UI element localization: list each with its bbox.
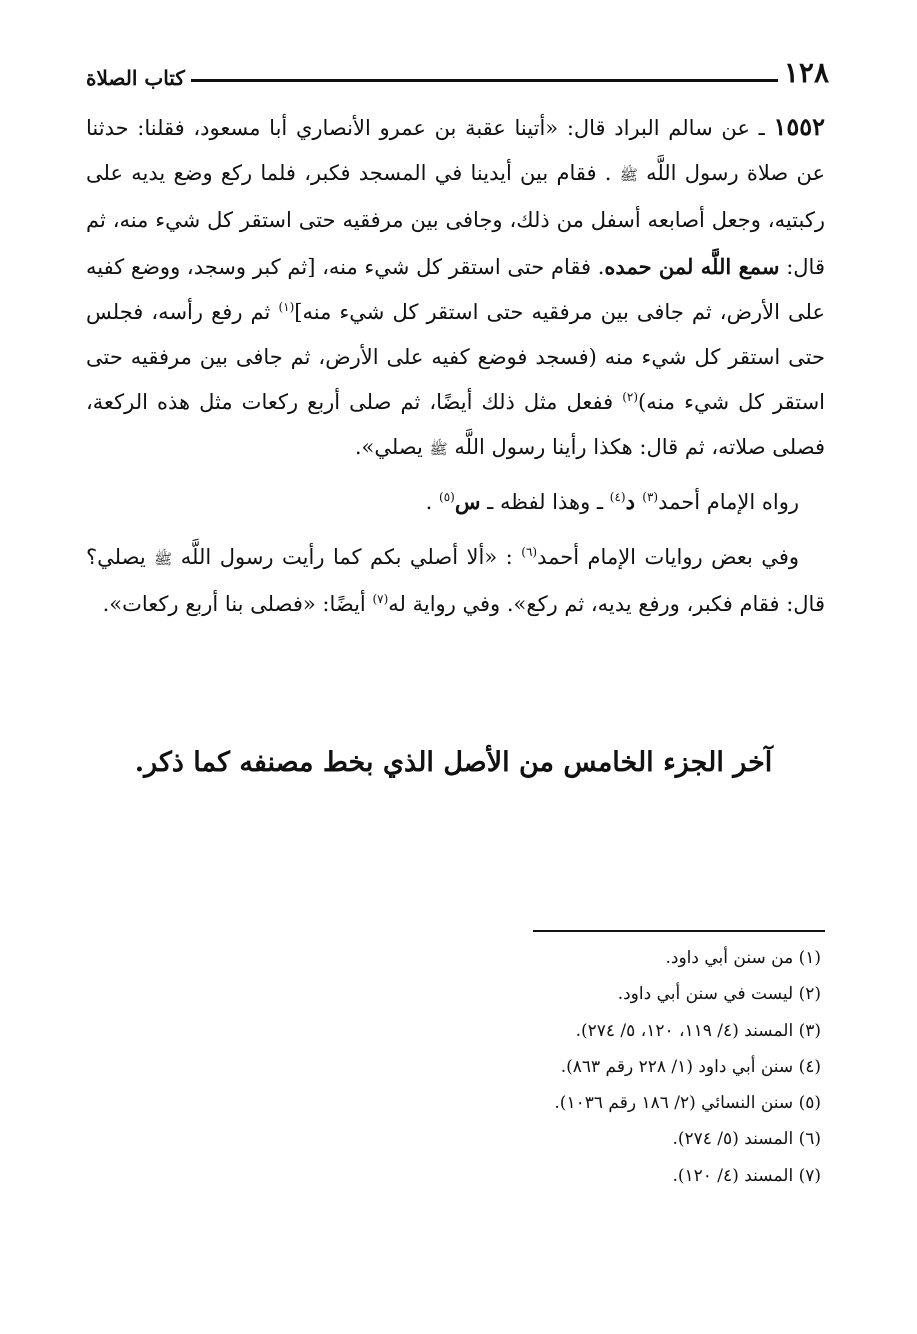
- text-segment: . فقام حتى استقر كل شيء منه، [ثم كبر وسجد، ووضع كفيه على الأرض، ثم جافى بين مرفقيه حتى استقر كل شيء منه]: [86, 254, 825, 324]
- variant-paragraph: [86, 535, 825, 627]
- text-segment: : «ألا أصلي بكم كما رأيت رسول اللَّه: [180, 544, 522, 569]
- bold-phrase: سمع اللَّه لمن حمده: [604, 253, 780, 279]
- footnote-ref-7[interactable]: (٧): [372, 592, 389, 607]
- footnote-1: (١) من سنن أبي داود.: [665, 948, 821, 968]
- footnotes: [341, 940, 821, 1194]
- footnote-5: (٥) سنن النسائي (٢/ ١٨٦ رقم ١٠٣٦).: [554, 1093, 821, 1114]
- page-header: [86, 52, 829, 92]
- text-segment: يصلي؟ قال: فقام فكبر، ورفع يديه، ثم ركع». وفي رواية له: [86, 544, 825, 617]
- text-segment: ثم رفع رأسه، فجلس حتى استقر كل شيء منه (فسجد فوضع كفيه على الأرض، ثم جافى بين مرفقيه حتى استقر كل شيء منه): [86, 299, 826, 415]
- text-segment: رواه الإمام أحمد: [658, 489, 799, 514]
- source-abbrev-s: س: [454, 488, 481, 514]
- footnote-2: (٢) ليست في سنن أبي داود.: [617, 984, 821, 1005]
- footnote-ref-1[interactable]: (١): [278, 299, 295, 314]
- main-text: [86, 104, 825, 627]
- pbuh-symbol: ﷺ: [619, 166, 638, 185]
- text-segment: يصلي».: [354, 435, 430, 460]
- footnote-ref-3[interactable]: (٣): [642, 489, 659, 504]
- text-segment: وفي بعض روايات الإمام أحمد: [537, 544, 799, 569]
- pbuh-symbol: ﷺ: [429, 440, 448, 459]
- header-rule: [191, 79, 778, 82]
- text-segment: عن سالم البراد قال: «أتينا عقبة بن عمرو الأنصاري أبا مسعود، فقلنا: حدثنا عن صلاة رسول اللَّه: [86, 116, 825, 186]
- text-segment: ـ وهذا لفظه ـ: [480, 489, 610, 514]
- footnote-6: (٦) المسند (٥/ ٢٧٤).: [672, 1129, 821, 1150]
- narration-paragraph: [86, 479, 825, 525]
- hadith-paragraph: [86, 104, 825, 473]
- footnote-3: (٣) المسند (٤/ ١١٩، ١٢٠، ٥/ ٢٧٤).: [575, 1020, 821, 1041]
- pbuh-symbol: ﷺ: [154, 549, 173, 568]
- footnote-ref-6[interactable]: (٦): [521, 544, 538, 559]
- page-number: ١٢٨: [783, 55, 829, 89]
- text-segment: . فقام بين أيدينا في المسجد فكبر، فلما ركع وضع يديه على ركبتيه، وجعل أصابعه أسفل من ذلك، وجافى بين مرفقيه حتى استقر كل شيء منه، ثم قال:: [86, 161, 825, 279]
- closing-note: آخر الجزء الخامس من الأصل الذي بخط مصنفه كما ذكر.: [134, 747, 773, 778]
- text-segment: ففعل مثل ذلك أيضًا، ثم صلى أربع ركعات مثل هذه الركعة، فصلى صلاته، ثم قال: هكذا رأينا رسول اللَّه: [86, 390, 825, 460]
- book-title: كتاب الصلاة: [86, 66, 185, 90]
- text-segment: .: [425, 489, 440, 514]
- footnote-separator: [533, 930, 825, 932]
- hadith-dash: ـ: [749, 116, 774, 140]
- hadith-number: ١٥٥٢: [773, 112, 825, 141]
- footnote-7: (٧) المسند (٤/ ١٢٠).: [672, 1165, 821, 1186]
- footnote-ref-4[interactable]: (٤): [609, 489, 626, 504]
- footnote-ref-5[interactable]: (٥): [439, 489, 455, 504]
- source-abbrev-d: د: [625, 488, 643, 514]
- text-segment: أيضًا: «فصلى بنا أربع ركعات».: [102, 592, 373, 617]
- footnote-ref-2[interactable]: (٢): [622, 390, 639, 405]
- footnote-4: (٤) سنن أبي داود (١/ ٢٢٨ رقم ٨٦٣).: [560, 1056, 821, 1077]
